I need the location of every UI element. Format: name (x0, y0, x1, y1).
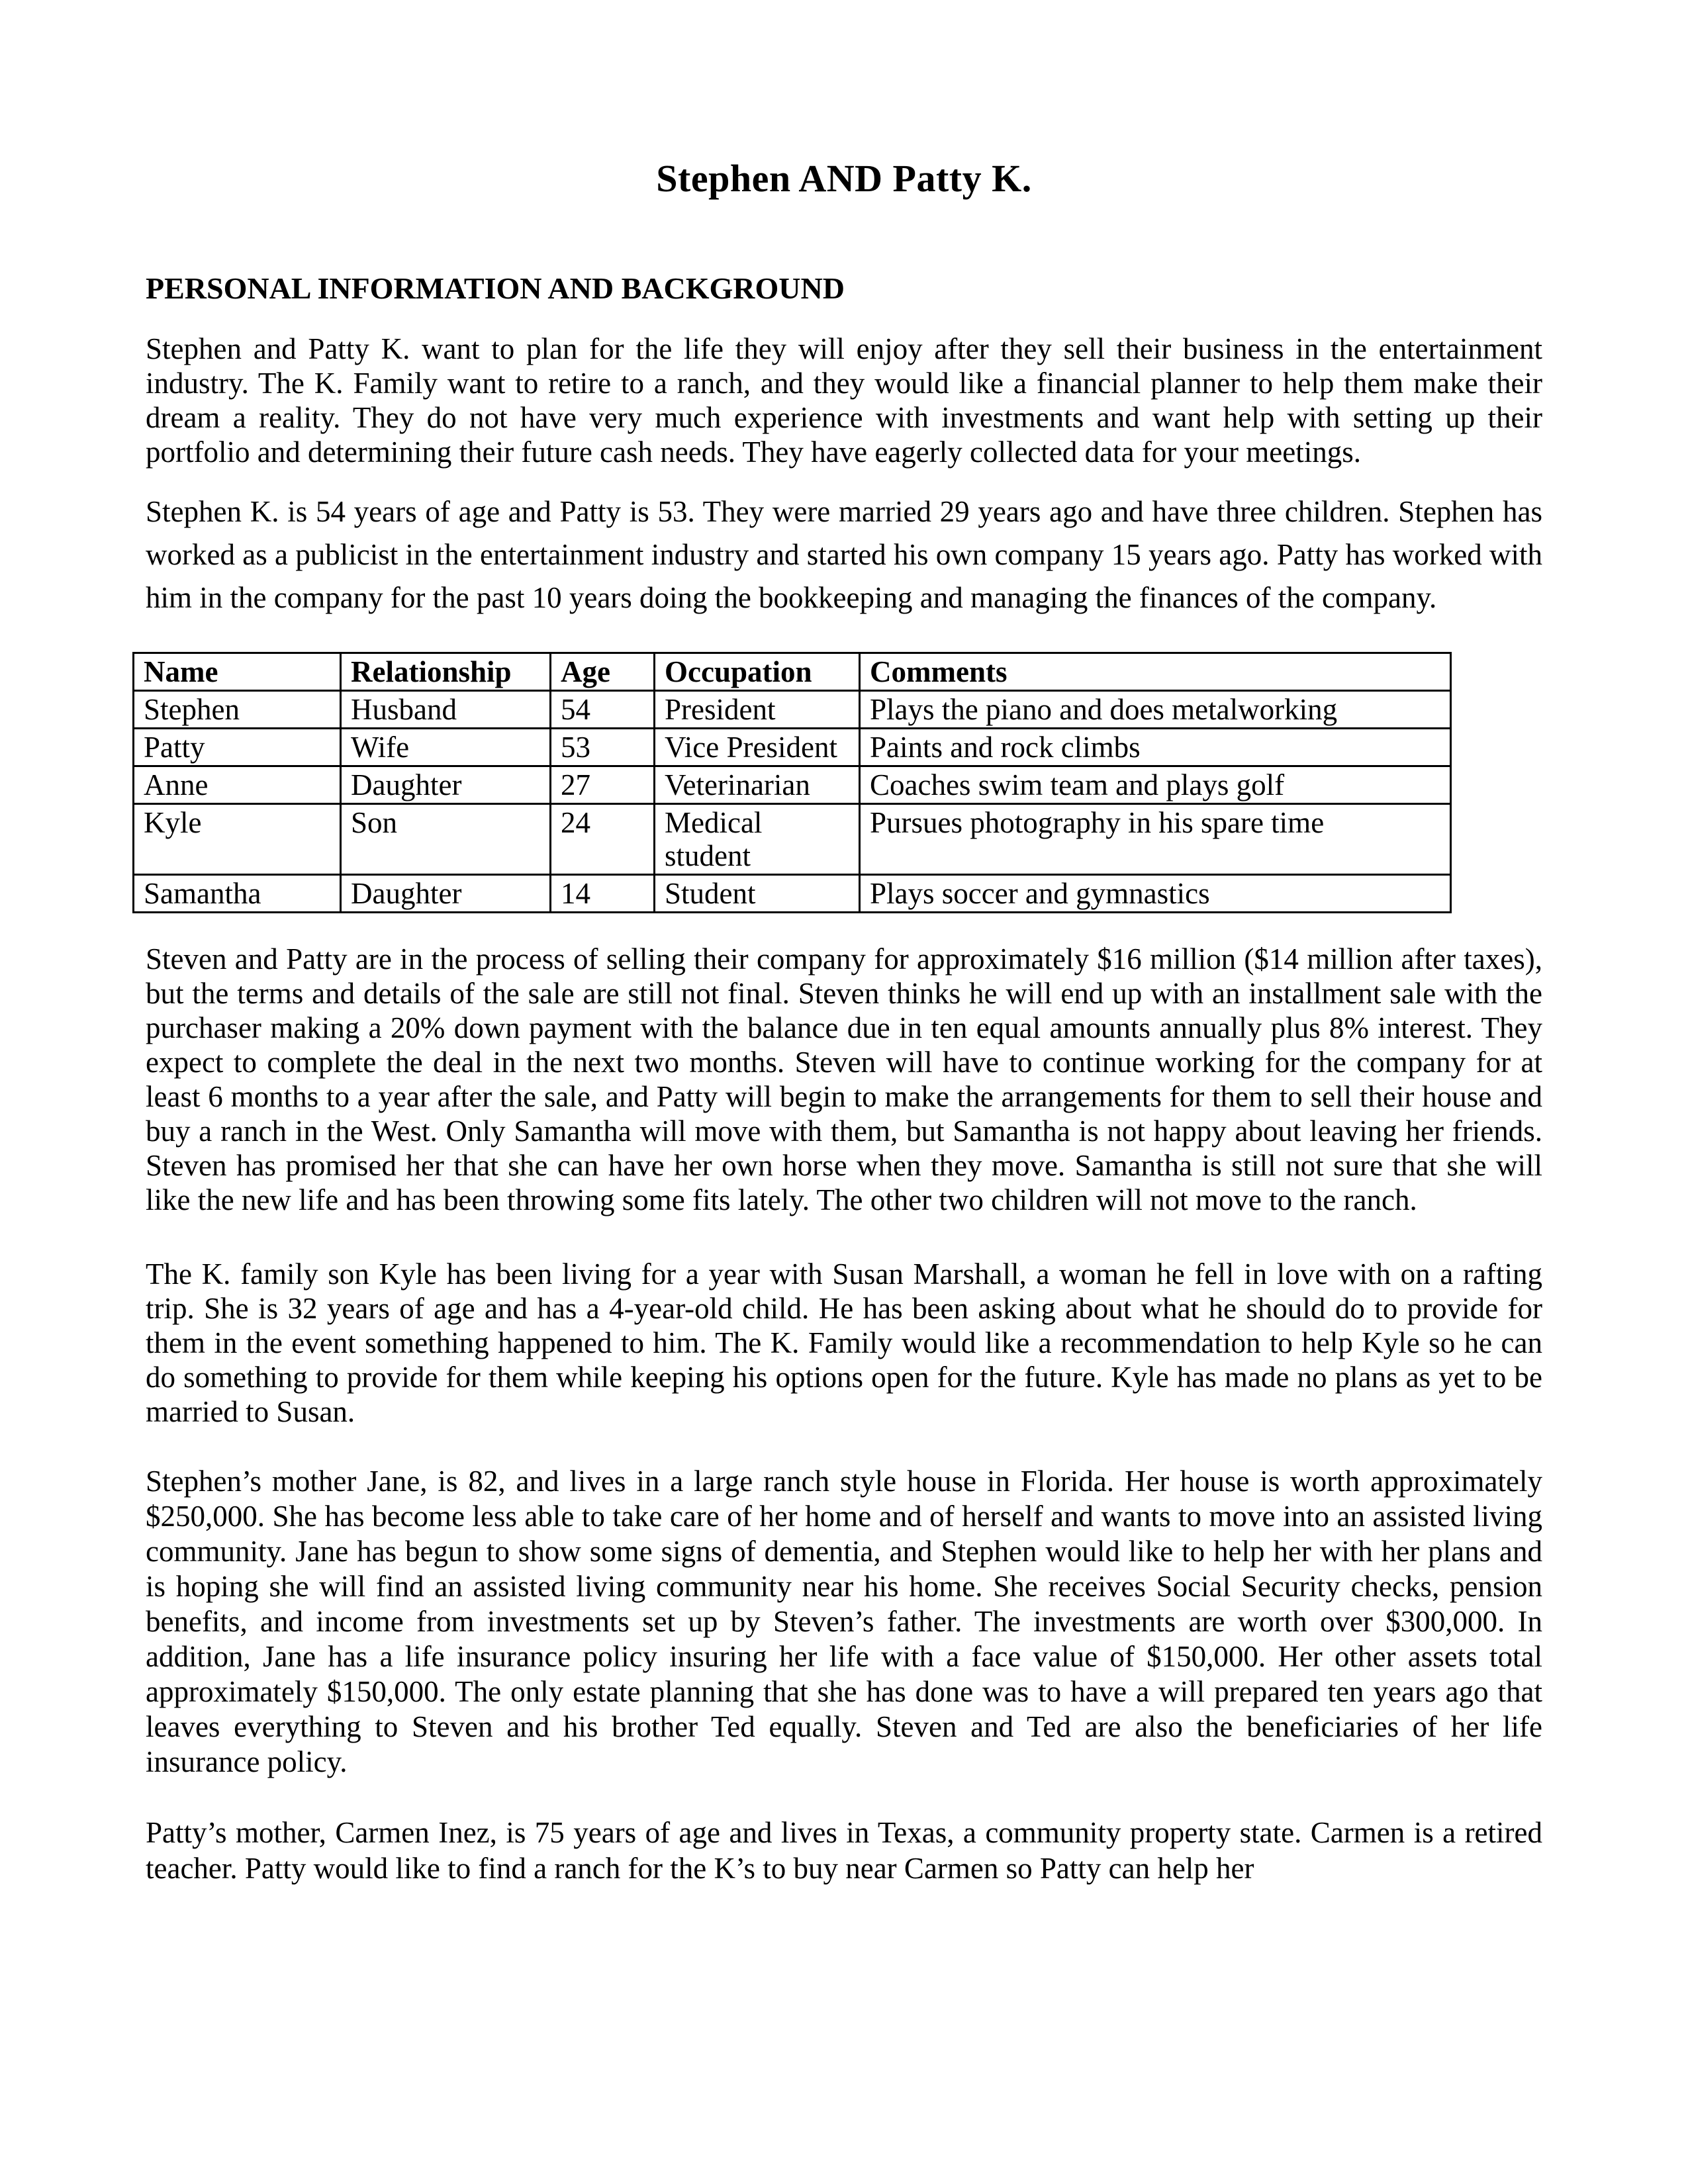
table-cell: Samantha (134, 875, 341, 913)
table-row-patty (134, 729, 1451, 766)
table-row-stephen (134, 691, 1451, 729)
table-cell: Pursues photography in his spare time (860, 804, 1451, 875)
table-cell: 27 (551, 766, 655, 804)
table-cell: Plays soccer and gymnastics (860, 875, 1451, 913)
paragraph-kyle-susan: The K. family son Kyle has been living for a year with Susan Marshall, a woman he fell in love with on a rafting trip. She is 32 years of age and has a 4-year-old child. He has been asking about what he should do to provide for them in the event something happened to him. The K. Family would like a recommendation to help Kyle so he can do something to provide for them while keeping his options open for the future. Kyle has made no plans as yet to be married to Susan. (146, 1257, 1542, 1428)
table-cell: 53 (551, 729, 655, 766)
table-cell: Paints and rock climbs (860, 729, 1451, 766)
table-cell: Anne (134, 766, 341, 804)
table-header-row (134, 653, 1451, 691)
table-cell: 24 (551, 804, 655, 875)
column-header-occupation: Occupation (655, 653, 860, 691)
table-cell: Wife (341, 729, 551, 766)
table-cell: Daughter (341, 875, 551, 913)
table-cell: 14 (551, 875, 655, 913)
paragraph-company-sale: Steven and Patty are in the process of selling their company for approximately $16 million ($14 million after taxes), but the terms and details of the sale are still not final. Steven thinks he will end up with an installment sale with the purchaser making a 20% down payment with the balance due in ten equal amounts annually plus 8% interest. They expect to complete the deal in the next two months. Steven will have to continue working for the company for at least 6 months to a year after the sale, and Patty will begin to make the arrangements for them to sell their house and buy a ranch in the West. Only Samantha will move with them, but Samantha is not happy about leaving her friends. Steven has promised her that she can have her own horse when they move. Samantha is still not sure that she will like the new life and has been throwing some fits lately. The other two children will not move to the ranch. (146, 942, 1542, 1216)
table-cell: Student (655, 875, 860, 913)
table-row-anne (134, 766, 1451, 804)
column-header-age: Age (551, 653, 655, 691)
family-table (132, 652, 1452, 913)
table-cell: Stephen (134, 691, 341, 729)
table-cell: President (655, 691, 860, 729)
table-cell: Plays the piano and does metalworking (860, 691, 1451, 729)
table-cell: Medical student (655, 804, 860, 875)
table-row-kyle (134, 804, 1451, 875)
document-title: Stephen AND Patty K. (656, 157, 1032, 200)
section-heading: PERSONAL INFORMATION AND BACKGROUND (146, 271, 845, 305)
table-cell: Daughter (341, 766, 551, 804)
table-cell: Patty (134, 729, 341, 766)
table-cell: Coaches swim team and plays golf (860, 766, 1451, 804)
paragraph-family-background: Stephen K. is 54 years of age and Patty is 53. They were married 29 years ago and have three children. Stephen has worked as a publicist in the entertainment industry and started his own company 15 years ago. Patty has worked with him in the company for the past 10 years doing the bookkeeping and managing the finances of the company. (146, 495, 1542, 614)
paragraph-mother-jane: Stephen’s mother Jane, is 82, and lives in a large ranch style house in Florida. Her house is worth approximately $250,000. She has become less able to take care of her home and of herself and wants to move into an assisted living community. Jane has begun to show some signs of dementia, and Stephen would like to help her with her plans and is hoping she will find an assisted living community near his home. She receives Social Security checks, pension benefits, and income from investments set up by Steven’s father. The investments are worth over $300,000. In addition, Jane has a life insurance policy insuring her life with a face value of $150,000. Her other assets total approximately $150,000. The only estate planning that she has done was to have a will prepared ten years ago that leaves everything to Steven and his brother Ted equally. Steven and Ted are also the beneficiaries of her life insurance policy. (146, 1465, 1542, 1778)
column-header-comments: Comments (860, 653, 1451, 691)
table-cell: Son (341, 804, 551, 875)
column-header-relationship: Relationship (341, 653, 551, 691)
paragraph-mother-carmen: Patty’s mother, Carmen Inez, is 75 years of age and lives in Texas, a community property state. Carmen is a retired teacher. Patty would like to find a ranch for the K’s to buy near Carmen so Patty can help her (146, 1816, 1542, 1885)
table-cell: 54 (551, 691, 655, 729)
table-row-samantha (134, 875, 1451, 913)
table-cell: Husband (341, 691, 551, 729)
table-cell: Vice President (655, 729, 860, 766)
column-header-name: Name (134, 653, 341, 691)
paragraph-intro: Stephen and Patty K. want to plan for the life they will enjoy after they sell their business in the entertainment industry. The K. Family want to retire to a ranch, and they would like a financial planner to help them make their dream a reality. They do not have very much experience with investments and want help with setting up their portfolio and determining their future cash needs. They have eagerly collected data for your meetings. (146, 332, 1542, 469)
table-cell: Kyle (134, 804, 341, 875)
table-cell: Veterinarian (655, 766, 860, 804)
